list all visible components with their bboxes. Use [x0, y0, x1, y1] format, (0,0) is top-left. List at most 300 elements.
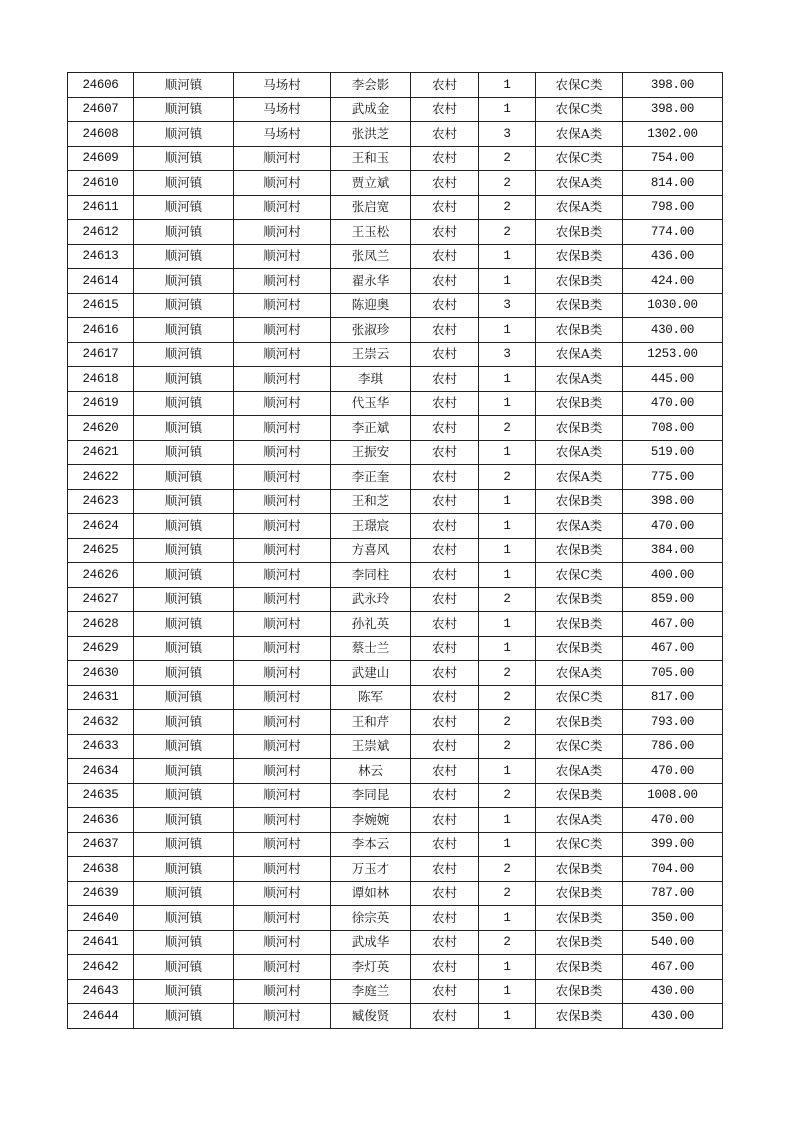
- serial-number-cell: 24637: [68, 832, 134, 857]
- insurance-class-cell: 农保A类: [536, 808, 623, 833]
- data-table: [67, 72, 723, 1029]
- name-cell: 李琪: [331, 367, 411, 392]
- amount-cell: 1030.00: [623, 293, 723, 318]
- table-row: [68, 440, 723, 465]
- township-cell: 顺河镇: [134, 857, 234, 882]
- insurance-class-cell: 农保A类: [536, 514, 623, 539]
- category-cell: 农村: [411, 465, 479, 490]
- category-cell: 农村: [411, 391, 479, 416]
- township-cell: 顺河镇: [134, 759, 234, 784]
- serial-number-cell: 24609: [68, 146, 134, 171]
- amount-cell: 470.00: [623, 391, 723, 416]
- amount-cell: 424.00: [623, 269, 723, 294]
- township-cell: 顺河镇: [134, 391, 234, 416]
- table-row: [68, 514, 723, 539]
- table-row: [68, 195, 723, 220]
- village-cell: 顺河村: [234, 906, 331, 931]
- insurance-class-cell: 农保B类: [536, 269, 623, 294]
- amount-cell: 350.00: [623, 906, 723, 931]
- insurance-class-cell: 农保B类: [536, 489, 623, 514]
- table-row: [68, 416, 723, 441]
- amount-cell: 398.00: [623, 97, 723, 122]
- serial-number-cell: 24633: [68, 734, 134, 759]
- table-row: [68, 661, 723, 686]
- table-row: [68, 612, 723, 637]
- amount-cell: 430.00: [623, 1004, 723, 1029]
- township-cell: 顺河镇: [134, 220, 234, 245]
- category-cell: 农村: [411, 514, 479, 539]
- table-row: [68, 97, 723, 122]
- serial-number-cell: 24630: [68, 661, 134, 686]
- table-row: [68, 906, 723, 931]
- insurance-class-cell: 农保C类: [536, 685, 623, 710]
- table-row: [68, 489, 723, 514]
- category-cell: 农村: [411, 612, 479, 637]
- table-row: [68, 734, 723, 759]
- village-cell: 顺河村: [234, 1004, 331, 1029]
- township-cell: 顺河镇: [134, 685, 234, 710]
- household-size-cell: 1: [479, 391, 536, 416]
- township-cell: 顺河镇: [134, 661, 234, 686]
- amount-cell: 1302.00: [623, 122, 723, 147]
- name-cell: 李庭兰: [331, 979, 411, 1004]
- name-cell: 王玉松: [331, 220, 411, 245]
- serial-number-cell: 24639: [68, 881, 134, 906]
- table-row: [68, 563, 723, 588]
- table-row: [68, 391, 723, 416]
- table-row: [68, 832, 723, 857]
- village-cell: 顺河村: [234, 489, 331, 514]
- amount-cell: 470.00: [623, 759, 723, 784]
- name-cell: 李同柱: [331, 563, 411, 588]
- category-cell: 农村: [411, 759, 479, 784]
- household-size-cell: 2: [479, 220, 536, 245]
- table-row: [68, 955, 723, 980]
- category-cell: 农村: [411, 710, 479, 735]
- serial-number-cell: 24607: [68, 97, 134, 122]
- township-cell: 顺河镇: [134, 244, 234, 269]
- serial-number-cell: 24626: [68, 563, 134, 588]
- amount-cell: 470.00: [623, 808, 723, 833]
- amount-cell: 793.00: [623, 710, 723, 735]
- name-cell: 林云: [331, 759, 411, 784]
- amount-cell: 705.00: [623, 661, 723, 686]
- insurance-class-cell: 农保B类: [536, 906, 623, 931]
- insurance-class-cell: 农保B类: [536, 318, 623, 343]
- household-size-cell: 1: [479, 955, 536, 980]
- village-cell: 顺河村: [234, 318, 331, 343]
- amount-cell: 398.00: [623, 489, 723, 514]
- amount-cell: 384.00: [623, 538, 723, 563]
- category-cell: 农村: [411, 367, 479, 392]
- household-size-cell: 1: [479, 73, 536, 98]
- insurance-class-cell: 农保A类: [536, 195, 623, 220]
- name-cell: 谭如林: [331, 881, 411, 906]
- name-cell: 陈军: [331, 685, 411, 710]
- village-cell: 顺河村: [234, 171, 331, 196]
- township-cell: 顺河镇: [134, 881, 234, 906]
- table-row: [68, 244, 723, 269]
- township-cell: 顺河镇: [134, 293, 234, 318]
- village-cell: 顺河村: [234, 808, 331, 833]
- village-cell: 顺河村: [234, 367, 331, 392]
- household-size-cell: 1: [479, 1004, 536, 1029]
- amount-cell: 1253.00: [623, 342, 723, 367]
- village-cell: 顺河村: [234, 832, 331, 857]
- village-cell: 顺河村: [234, 465, 331, 490]
- household-size-cell: 1: [479, 440, 536, 465]
- village-cell: 顺河村: [234, 612, 331, 637]
- category-cell: 农村: [411, 146, 479, 171]
- category-cell: 农村: [411, 636, 479, 661]
- name-cell: 王璟宸: [331, 514, 411, 539]
- village-cell: 顺河村: [234, 857, 331, 882]
- township-cell: 顺河镇: [134, 955, 234, 980]
- household-size-cell: 2: [479, 195, 536, 220]
- name-cell: 王和玉: [331, 146, 411, 171]
- serial-number-cell: 24615: [68, 293, 134, 318]
- household-size-cell: 2: [479, 857, 536, 882]
- village-cell: 马场村: [234, 73, 331, 98]
- township-cell: 顺河镇: [134, 514, 234, 539]
- amount-cell: 519.00: [623, 440, 723, 465]
- insurance-class-cell: 农保B类: [536, 416, 623, 441]
- name-cell: 翟永华: [331, 269, 411, 294]
- village-cell: 顺河村: [234, 734, 331, 759]
- household-size-cell: 3: [479, 342, 536, 367]
- table-row: [68, 465, 723, 490]
- insurance-class-cell: 农保B类: [536, 1004, 623, 1029]
- amount-cell: 708.00: [623, 416, 723, 441]
- village-cell: 顺河村: [234, 930, 331, 955]
- township-cell: 顺河镇: [134, 146, 234, 171]
- township-cell: 顺河镇: [134, 710, 234, 735]
- category-cell: 农村: [411, 881, 479, 906]
- table-row: [68, 146, 723, 171]
- amount-cell: 1008.00: [623, 783, 723, 808]
- household-size-cell: 2: [479, 146, 536, 171]
- village-cell: 顺河村: [234, 881, 331, 906]
- township-cell: 顺河镇: [134, 930, 234, 955]
- household-size-cell: 2: [479, 710, 536, 735]
- serial-number-cell: 24628: [68, 612, 134, 637]
- name-cell: 张淑珍: [331, 318, 411, 343]
- serial-number-cell: 24620: [68, 416, 134, 441]
- township-cell: 顺河镇: [134, 1004, 234, 1029]
- village-cell: 顺河村: [234, 587, 331, 612]
- township-cell: 顺河镇: [134, 563, 234, 588]
- household-size-cell: 1: [479, 97, 536, 122]
- category-cell: 农村: [411, 734, 479, 759]
- household-size-cell: 2: [479, 930, 536, 955]
- township-cell: 顺河镇: [134, 587, 234, 612]
- township-cell: 顺河镇: [134, 195, 234, 220]
- name-cell: 张洪芝: [331, 122, 411, 147]
- table-body: [68, 73, 723, 1029]
- table-row: [68, 759, 723, 784]
- name-cell: 李正斌: [331, 416, 411, 441]
- household-size-cell: 2: [479, 661, 536, 686]
- name-cell: 张凤兰: [331, 244, 411, 269]
- name-cell: 王振安: [331, 440, 411, 465]
- village-cell: 马场村: [234, 97, 331, 122]
- serial-number-cell: 24606: [68, 73, 134, 98]
- amount-cell: 467.00: [623, 955, 723, 980]
- serial-number-cell: 24612: [68, 220, 134, 245]
- insurance-class-cell: 农保B类: [536, 293, 623, 318]
- amount-cell: 775.00: [623, 465, 723, 490]
- township-cell: 顺河镇: [134, 636, 234, 661]
- household-size-cell: 1: [479, 563, 536, 588]
- township-cell: 顺河镇: [134, 734, 234, 759]
- category-cell: 农村: [411, 906, 479, 931]
- insurance-class-cell: 农保A类: [536, 759, 623, 784]
- serial-number-cell: 24611: [68, 195, 134, 220]
- name-cell: 李同昆: [331, 783, 411, 808]
- name-cell: 李灯英: [331, 955, 411, 980]
- household-size-cell: 1: [479, 612, 536, 637]
- township-cell: 顺河镇: [134, 832, 234, 857]
- insurance-class-cell: 农保B类: [536, 710, 623, 735]
- category-cell: 农村: [411, 685, 479, 710]
- household-size-cell: 1: [479, 367, 536, 392]
- category-cell: 农村: [411, 489, 479, 514]
- household-size-cell: 1: [479, 759, 536, 784]
- serial-number-cell: 24608: [68, 122, 134, 147]
- amount-cell: 400.00: [623, 563, 723, 588]
- household-size-cell: 2: [479, 587, 536, 612]
- table-row: [68, 73, 723, 98]
- insurance-class-cell: 农保A类: [536, 661, 623, 686]
- serial-number-cell: 24622: [68, 465, 134, 490]
- name-cell: 王崇斌: [331, 734, 411, 759]
- insurance-class-cell: 农保C类: [536, 563, 623, 588]
- insurance-class-cell: 农保A类: [536, 122, 623, 147]
- insurance-class-cell: 农保B类: [536, 955, 623, 980]
- village-cell: 顺河村: [234, 440, 331, 465]
- category-cell: 农村: [411, 195, 479, 220]
- table-row: [68, 220, 723, 245]
- insurance-class-cell: 农保A类: [536, 465, 623, 490]
- village-cell: 顺河村: [234, 979, 331, 1004]
- category-cell: 农村: [411, 318, 479, 343]
- category-cell: 农村: [411, 220, 479, 245]
- township-cell: 顺河镇: [134, 269, 234, 294]
- household-size-cell: 2: [479, 783, 536, 808]
- village-cell: 顺河村: [234, 636, 331, 661]
- insurance-class-cell: 农保A类: [536, 367, 623, 392]
- table-row: [68, 318, 723, 343]
- serial-number-cell: 24640: [68, 906, 134, 931]
- township-cell: 顺河镇: [134, 367, 234, 392]
- name-cell: 武成金: [331, 97, 411, 122]
- serial-number-cell: 24616: [68, 318, 134, 343]
- village-cell: 顺河村: [234, 955, 331, 980]
- name-cell: 代玉华: [331, 391, 411, 416]
- table-row: [68, 1004, 723, 1029]
- insurance-class-cell: 农保B类: [536, 612, 623, 637]
- amount-cell: 436.00: [623, 244, 723, 269]
- name-cell: 武永玲: [331, 587, 411, 612]
- insurance-class-cell: 农保B类: [536, 587, 623, 612]
- category-cell: 农村: [411, 440, 479, 465]
- household-size-cell: 1: [479, 244, 536, 269]
- amount-cell: 470.00: [623, 514, 723, 539]
- name-cell: 李婉婉: [331, 808, 411, 833]
- township-cell: 顺河镇: [134, 122, 234, 147]
- serial-number-cell: 24634: [68, 759, 134, 784]
- name-cell: 王崇云: [331, 342, 411, 367]
- township-cell: 顺河镇: [134, 171, 234, 196]
- insurance-class-cell: 农保A类: [536, 440, 623, 465]
- table-row: [68, 538, 723, 563]
- name-cell: 徐宗英: [331, 906, 411, 931]
- village-cell: 顺河村: [234, 685, 331, 710]
- household-size-cell: 2: [479, 685, 536, 710]
- name-cell: 王和芹: [331, 710, 411, 735]
- township-cell: 顺河镇: [134, 318, 234, 343]
- insurance-class-cell: 农保B类: [536, 538, 623, 563]
- village-cell: 顺河村: [234, 538, 331, 563]
- name-cell: 李会影: [331, 73, 411, 98]
- serial-number-cell: 24641: [68, 930, 134, 955]
- category-cell: 农村: [411, 416, 479, 441]
- insurance-class-cell: 农保A类: [536, 171, 623, 196]
- category-cell: 农村: [411, 538, 479, 563]
- amount-cell: 445.00: [623, 367, 723, 392]
- serial-number-cell: 24632: [68, 710, 134, 735]
- insurance-class-cell: 农保A类: [536, 342, 623, 367]
- table-row: [68, 342, 723, 367]
- amount-cell: 786.00: [623, 734, 723, 759]
- name-cell: 陈迎奥: [331, 293, 411, 318]
- category-cell: 农村: [411, 293, 479, 318]
- township-cell: 顺河镇: [134, 440, 234, 465]
- table-row: [68, 685, 723, 710]
- village-cell: 马场村: [234, 122, 331, 147]
- serial-number-cell: 24610: [68, 171, 134, 196]
- household-size-cell: 2: [479, 171, 536, 196]
- household-size-cell: 2: [479, 881, 536, 906]
- amount-cell: 814.00: [623, 171, 723, 196]
- township-cell: 顺河镇: [134, 906, 234, 931]
- amount-cell: 398.00: [623, 73, 723, 98]
- serial-number-cell: 24613: [68, 244, 134, 269]
- township-cell: 顺河镇: [134, 979, 234, 1004]
- category-cell: 农村: [411, 587, 479, 612]
- table-row: [68, 587, 723, 612]
- village-cell: 顺河村: [234, 269, 331, 294]
- name-cell: 贾立斌: [331, 171, 411, 196]
- insurance-class-cell: 农保C类: [536, 73, 623, 98]
- table-row: [68, 857, 723, 882]
- serial-number-cell: 24618: [68, 367, 134, 392]
- category-cell: 农村: [411, 97, 479, 122]
- table-row: [68, 367, 723, 392]
- amount-cell: 859.00: [623, 587, 723, 612]
- village-cell: 顺河村: [234, 710, 331, 735]
- name-cell: 王和芝: [331, 489, 411, 514]
- township-cell: 顺河镇: [134, 465, 234, 490]
- household-size-cell: 1: [479, 808, 536, 833]
- table-row: [68, 122, 723, 147]
- insurance-class-cell: 农保B类: [536, 220, 623, 245]
- name-cell: 方喜风: [331, 538, 411, 563]
- amount-cell: 399.00: [623, 832, 723, 857]
- category-cell: 农村: [411, 857, 479, 882]
- household-size-cell: 2: [479, 734, 536, 759]
- category-cell: 农村: [411, 783, 479, 808]
- village-cell: 顺河村: [234, 220, 331, 245]
- insurance-class-cell: 农保B类: [536, 783, 623, 808]
- category-cell: 农村: [411, 244, 479, 269]
- table-row: [68, 979, 723, 1004]
- household-size-cell: 1: [479, 514, 536, 539]
- household-size-cell: 1: [479, 489, 536, 514]
- insurance-class-cell: 农保B类: [536, 979, 623, 1004]
- household-size-cell: 3: [479, 293, 536, 318]
- insurance-class-cell: 农保B类: [536, 857, 623, 882]
- serial-number-cell: 24614: [68, 269, 134, 294]
- household-size-cell: 2: [479, 416, 536, 441]
- household-size-cell: 3: [479, 122, 536, 147]
- household-size-cell: 1: [479, 832, 536, 857]
- village-cell: 顺河村: [234, 195, 331, 220]
- amount-cell: 817.00: [623, 685, 723, 710]
- village-cell: 顺河村: [234, 759, 331, 784]
- insurance-class-cell: 农保B类: [536, 930, 623, 955]
- household-size-cell: 1: [479, 538, 536, 563]
- name-cell: 李本云: [331, 832, 411, 857]
- category-cell: 农村: [411, 955, 479, 980]
- village-cell: 顺河村: [234, 342, 331, 367]
- category-cell: 农村: [411, 979, 479, 1004]
- household-size-cell: 1: [479, 269, 536, 294]
- household-size-cell: 1: [479, 318, 536, 343]
- serial-number-cell: 24627: [68, 587, 134, 612]
- insurance-class-cell: 农保B类: [536, 636, 623, 661]
- name-cell: 李正奎: [331, 465, 411, 490]
- category-cell: 农村: [411, 832, 479, 857]
- township-cell: 顺河镇: [134, 489, 234, 514]
- serial-number-cell: 24629: [68, 636, 134, 661]
- serial-number-cell: 24617: [68, 342, 134, 367]
- name-cell: 孙礼英: [331, 612, 411, 637]
- household-size-cell: 1: [479, 636, 536, 661]
- household-size-cell: 1: [479, 979, 536, 1004]
- serial-number-cell: 24636: [68, 808, 134, 833]
- insurance-class-cell: 农保B类: [536, 391, 623, 416]
- category-cell: 农村: [411, 1004, 479, 1029]
- serial-number-cell: 24638: [68, 857, 134, 882]
- township-cell: 顺河镇: [134, 342, 234, 367]
- name-cell: 武建山: [331, 661, 411, 686]
- table-row: [68, 710, 723, 735]
- category-cell: 农村: [411, 930, 479, 955]
- table-row: [68, 930, 723, 955]
- township-cell: 顺河镇: [134, 612, 234, 637]
- insurance-class-cell: 农保B类: [536, 244, 623, 269]
- table-row: [68, 293, 723, 318]
- village-cell: 顺河村: [234, 783, 331, 808]
- amount-cell: 540.00: [623, 930, 723, 955]
- insurance-class-cell: 农保B类: [536, 881, 623, 906]
- village-cell: 顺河村: [234, 293, 331, 318]
- serial-number-cell: 24642: [68, 955, 134, 980]
- serial-number-cell: 24635: [68, 783, 134, 808]
- amount-cell: 787.00: [623, 881, 723, 906]
- category-cell: 农村: [411, 342, 479, 367]
